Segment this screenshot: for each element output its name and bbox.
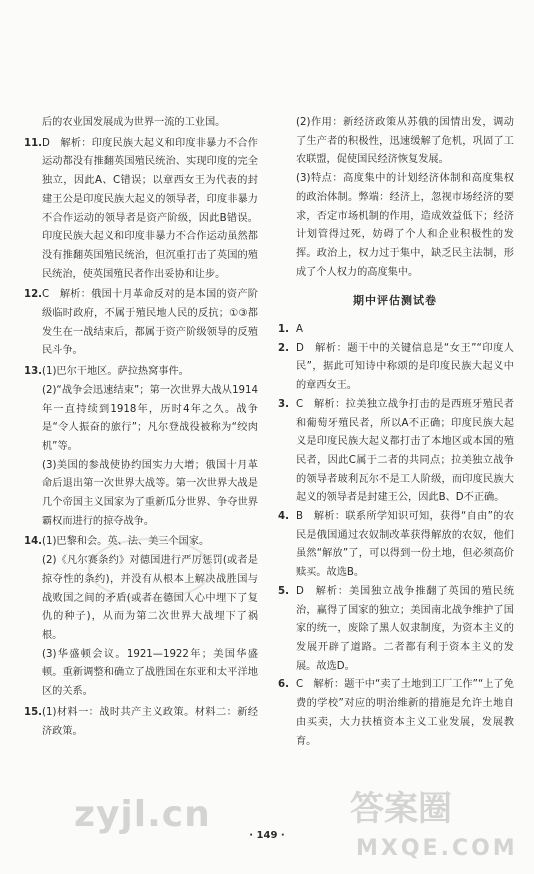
answer-text: C 解析：题干中“卖了土地到工厂工作”“上了免费的学校”对应的明治维新的措施是允许土地自由买卖，大力扶植资本主义工业发展，发展教育。	[296, 679, 514, 747]
answer-13	[22, 363, 258, 531]
answer-3	[276, 396, 514, 508]
answer-part: (3)华盛顿会议。1921—1922年；美国华盛顿。重新调整和确立了战胜国在东亚和太平洋地区的关系。	[42, 648, 258, 698]
answer-text: A	[296, 324, 303, 336]
answer-12	[22, 286, 258, 361]
answer-part: (1)材料一：战时共产主义政策。材料二：新经济政策。	[42, 706, 258, 737]
answer-4	[276, 508, 514, 583]
answer-5	[276, 583, 514, 677]
answer-part: (2)《凡尔赛条约》对德国进行严厉惩罚(或者是掠夺性的条约)，并没有从根本上解决战胜国与战败国之间的矛盾(或者在德国人心中埋下了复仇的种子)，从而为第二次世界大战埋下了祸根。	[42, 555, 258, 641]
intro-text: 后的农业国发展成为世界一流的工业国。	[42, 117, 226, 128]
right-column	[276, 114, 514, 751]
answer-number: 11.	[24, 137, 43, 149]
answer-2	[276, 340, 514, 396]
answer-part: (3)特点：高度集中的计划经济体制和高度集权的政治体制。弊端：经济上，忽视市场经济的要求，否定市场机制的作用，造成效益低下；经济计划管得过死，妨碍了个人和企业积极性的发挥。政治上，权力过于集中，缺乏民主法制，形成了个人权力的高度集中。	[296, 173, 514, 278]
answer-15-continued	[276, 114, 514, 282]
answer-text: C 解析：拉美独立战争打击的是西班牙殖民者和葡萄牙殖民者，所以A不正确；印度民族大起义是印度民族大起义都打击了本地区或本国的殖民者，因此C属于二者的共同点；拉美独立战争的领导者玻利瓦尔不是工人阶级，而印度民族大起义的领导者是封建王公，因此B、D不正确。	[296, 398, 514, 504]
answer-number: 5.	[278, 585, 289, 597]
answer-number: 14.	[24, 536, 43, 548]
answer-text: C 解析：俄国十月革命反对的是本国的资产阶级临时政府，不属于殖民地人民的反抗；①③都发生在一战结束后，都属于资产阶级领导的反殖民斗争。	[42, 289, 258, 357]
answer-part: (2)“战争会迅速结束”；第一次世界大战从1914年一直持续到1918年，历时4年之久。战争是“令人振奋的旅行”；凡尔登战役被称为“绞肉机”等。	[42, 384, 258, 452]
answer-number: 13.	[24, 366, 43, 378]
answer-number: 1.	[278, 324, 289, 336]
answer-number: 15.	[24, 706, 43, 718]
answer-text: D 解析：印度民族大起义和印度非暴力不合作运动都没有推翻英国殖民统治、实现印度的完全独立，因此A、C错误；以章西女王为代表的封建王公是印度民族大起义的领导者，印度非暴力不合作运动的领导者是资产阶级，因此B错误。印度民族大起义和印度非暴力不合作运动虽然都没有推翻英国殖民统治，但沉重打击了英国的殖民统治，使英国殖民者作出妥协和让步。	[42, 137, 258, 280]
answer-number: 12.	[24, 289, 43, 301]
page-number: · 149 ·	[249, 830, 285, 841]
intro-line	[22, 114, 258, 133]
watermark-right-bottom: MXQE.COM	[356, 836, 518, 861]
answer-1	[276, 321, 514, 340]
answer-number: 2.	[278, 342, 289, 354]
answer-number: 4.	[278, 511, 289, 523]
stamp-mark	[88, 538, 212, 600]
answer-text: D 解析：美国独立战争推翻了英国的殖民统治，赢得了国家的独立；美国南北战争维护了国家的统一，废除了黑人奴隶制度，为资本主义的发展开辟了道路。二者都有利于资本主义的发展。故选D。	[296, 585, 514, 672]
answer-15	[22, 704, 258, 741]
answer-part: (1)巴尔干地区。萨拉热窝事件。	[42, 366, 189, 378]
answer-11	[22, 135, 258, 285]
answer-text: D 解析：题干中的关键信息是“女王”“印度人民”，据此可知诗中称颂的是印度民族大起义中的章西女王。	[296, 342, 514, 392]
section-title: 期中评估测试卷	[353, 294, 437, 308]
answer-text: B 解析：联系所学知识可知，获得“自由”的农民是俄国通过农奴制改革获得解放的农奴，他们虽然“解放”了，可以得到一份土地，但必须高价赎买。故选B。	[296, 511, 514, 579]
answer-number: 3.	[278, 398, 289, 410]
answer-part: (2)作用：新经济政策从苏俄的国情出发，调动了生产者的积极性，迅速缓解了危机，巩固了工农联盟，促使国民经济恢复发展。	[296, 117, 514, 166]
answer-part: (3)美国的参战使协约国实力大增；俄国十月革命后退出第一次世界大战等。第一次世界大战是几个帝国主义国家为了重新瓜分世界、争夺世界霸权而进行的掠夺战争。	[42, 459, 258, 527]
left-column	[22, 114, 258, 741]
answer-6	[276, 676, 514, 751]
watermark-right-top: 答案圈	[350, 789, 452, 829]
watermark-left: zyjl.cn	[74, 794, 211, 835]
answer-number: 6.	[278, 679, 289, 691]
answer-part: (1)巴黎和会。英、法、美三个国家。	[42, 536, 210, 548]
